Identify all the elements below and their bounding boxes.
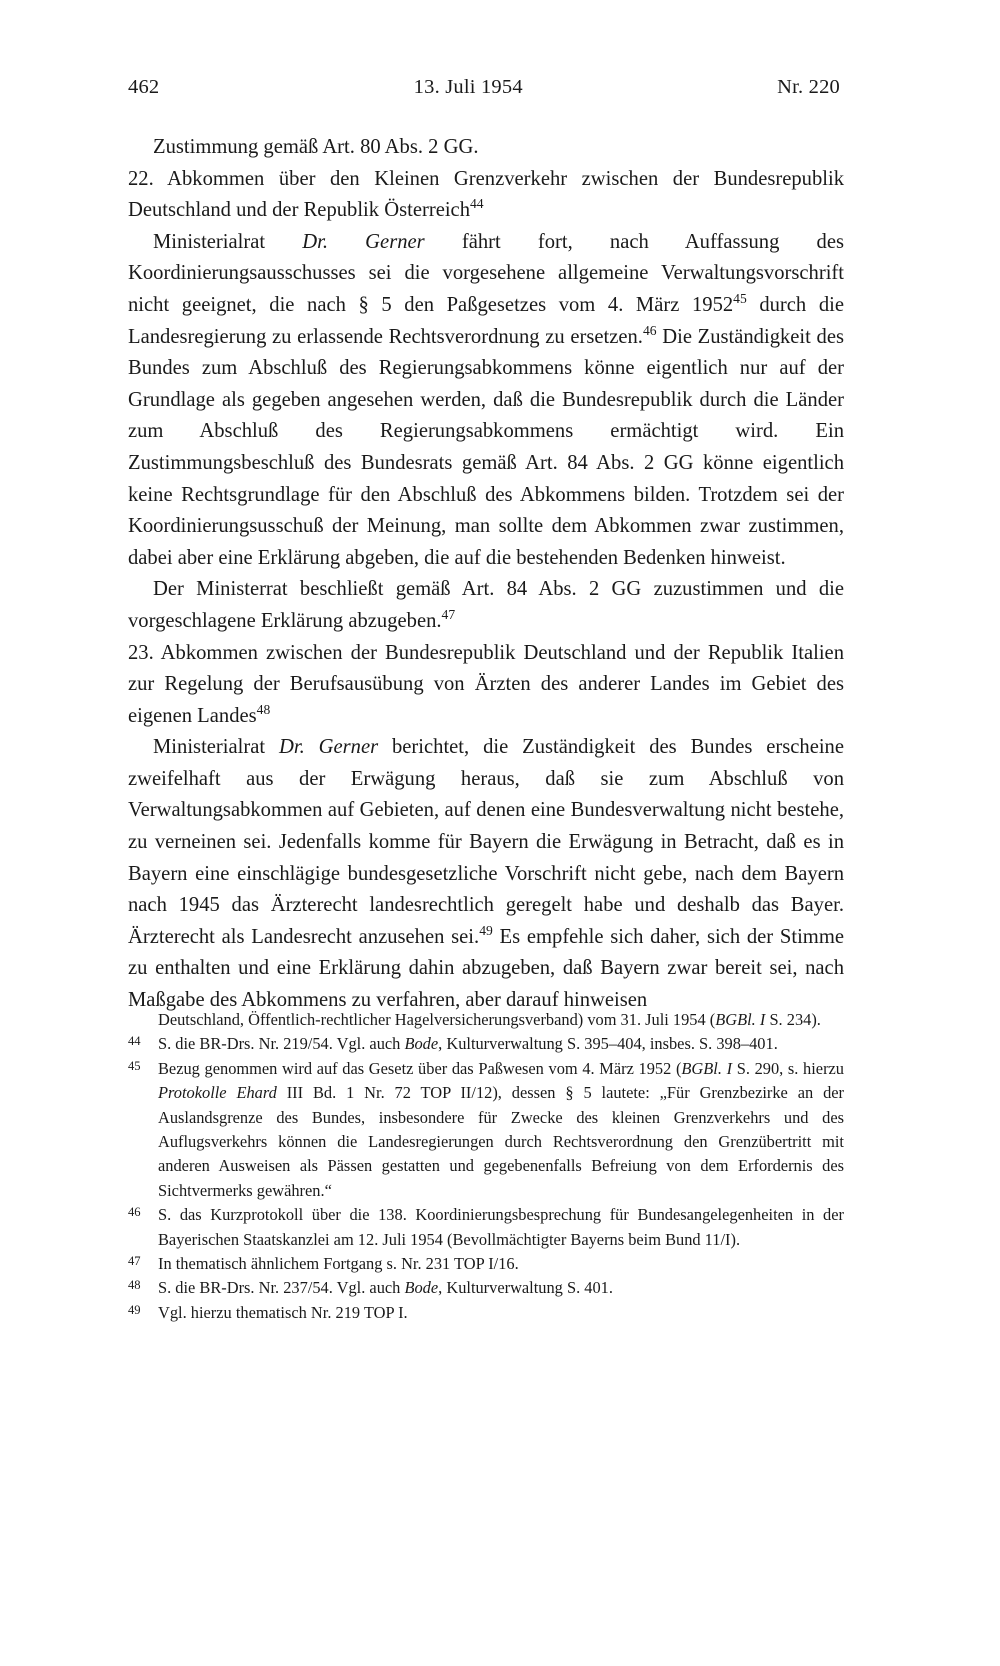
paragraph-2-text: 22. Abkommen über den Kleinen Grenzverkehr zwischen der Bundesrepublik Deutschland und der Republik Österreich (128, 167, 844, 222)
footnote-45-seg-3: Protokolle Ehard (158, 1083, 277, 1103)
footnote-48-seg-2: , Kulturverwaltung S. 401. (438, 1278, 613, 1298)
footnote-ref-48[interactable]: 48 (256, 701, 271, 717)
footnote-45-seg-0: Bezug genommen wird auf das Gesetz über das Paßwesen vom 4. März 1952 ( (158, 1058, 682, 1078)
footnote-48-marker: 48 (128, 1278, 141, 1293)
paragraph-6-lead: Ministerialrat (153, 736, 279, 759)
footnote-ref-47[interactable]: 47 (441, 607, 456, 623)
footnote-44-seg-2: , Kulturverwaltung S. 395–404, insbes. S. 398–401. (438, 1034, 778, 1054)
footnote-ref-49[interactable]: 49 (479, 922, 493, 938)
footnote-continuation-italic: BGBl. I (715, 1010, 766, 1029)
paragraph-4-text: Der Ministerrat beschließt gemäß Art. 84 Abs. 2 GG zuzustimmen und die vorgeschlagene Erklärung abzugeben. (128, 578, 844, 632)
body-text (128, 132, 844, 1017)
footnote-46 (128, 1203, 844, 1252)
paragraph-5-agenda-23 (128, 638, 844, 733)
footnote-45-seg-4: III Bd. 1 Nr. 72 TOP II/12), dessen § 5 lautete: „Für Grenzbezirke an der Auslandsgrenze des Bundes, insbesondere für Zwecke des kleinen Grenzverkehrs und des Auflugsverkehrs können die Landesregierungen durch Rechtsverordnung den Grenzübertritt mit anderen Ausweisen als Pässen gestatten und gegebenenfalls Befreiung von dem Erfordernis des Sichtvermerks gewähren.“ (158, 1083, 845, 1200)
paragraph-2-agenda-22 (128, 164, 844, 227)
footnote-area (128, 1008, 844, 1325)
footnote-48-seg-0: S. die BR-Drs. Nr. 237/54. Vgl. auch (158, 1278, 405, 1298)
paragraph-3 (128, 227, 844, 575)
footnote-44-seg-1: Bode (404, 1034, 439, 1054)
paragraph-4-decision (128, 574, 844, 637)
footnote-continuation-text-b: S. 234). (765, 1010, 821, 1029)
paragraph-3-text3: Die Zuständigkeit des Bundes zum Abschluß des Regierungsabkommens könne eigentlich nur auf der Grundlage als gegeben angesehen werden, daß die Bundesrepublik durch die Länder zum Abschluß des Regierungsabkommens ermächtigt wird. Ein Zustimmungsbeschluß des Bundesrats gemäß Art. 84 Abs. 2 GG könne eigentlich keine Rechtsgrundlage für den Abschluß des Abkommens bilden. Trotzdem sei der Koordinierungsusschuß der Meinung, man sollte dem Abkommen zwar zustimmen, dabei aber eine Erklärung abgeben, die auf die bestehenden Bedenken hinweist. (128, 325, 844, 569)
page-header (128, 76, 840, 99)
footnote-45-seg-1: BGBl. I (681, 1058, 733, 1078)
page-number: 462 (128, 76, 160, 98)
footnote-46-marker: 46 (128, 1205, 141, 1220)
paragraph-1-text: Zustimmung gemäß Art. 80 Abs. 2 GG. (153, 136, 479, 158)
footnote-ref-45[interactable]: 45 (733, 291, 747, 307)
footnote-48 (128, 1276, 844, 1300)
footnote-49 (128, 1301, 844, 1325)
footnote-44-seg-0: S. die BR-Drs. Nr. 219/54. Vgl. auch (158, 1034, 405, 1054)
footnote-49-marker: 49 (128, 1302, 141, 1317)
footnote-45-seg-2: S. 290, s. hierzu (732, 1058, 844, 1078)
footnote-47-seg-0: In thematisch ähnlichem Fortgang s. Nr. 231 TOP I/16. (158, 1254, 519, 1274)
header-document-number: Nr. 220 (777, 76, 840, 98)
speaker-name-gerner: Dr. Gerner (302, 230, 425, 253)
footnote-47-marker: 47 (128, 1254, 141, 1269)
footnote-45 (128, 1057, 845, 1203)
footnote-49-seg-0: Vgl. hierzu thematisch Nr. 219 TOP I. (158, 1302, 408, 1322)
footnote-ref-44[interactable]: 44 (470, 196, 484, 212)
footnote-continuation (158, 1008, 844, 1032)
header-date: 13. Juli 1954 (413, 76, 523, 98)
footnote-44 (128, 1032, 844, 1056)
paragraph-3-text2: durch die Landesregierung zu erlassende Rechtsverordnung zu ersetzen. (128, 293, 844, 348)
paragraph-6-text: berichtet, die Zuständigkeit des Bundes erscheine zweifelhaft aus der Erwägung heraus, daß sie zum Abschluß von Verwaltungsabkommen auf Gebieten, auf denen eine Bundesverwaltung nicht bestehe, zu verneinen sei. Jedenfalls komme für Bayern die Erwägung in Betracht, daß es in Bayern eine einschlägige bundesgesetzliche Vorschrift nicht gebe, nach dem Bayern nach 1945 das Ärzterecht landesrechtlich geregelt habe und deshalb das Bayer. Ärzterecht als Landesrecht anzusehen sei. (128, 736, 844, 948)
footnote-continuation-text-a: Deutschland, Öffentlich-rechtlicher Hagelversicherungsverband) vom 31. Juli 1954 ( (158, 1010, 716, 1029)
paragraph-6 (128, 732, 844, 1016)
footnote-46-seg-0: S. das Kurzprotokoll über die 138. Koordinierungsbesprechung für Bundesangelegenheiten in der Bayerischen Staatskanzlei am 12. Juli 1954 (Bevollmächtigter Bayerns beim Bund 11/I). (158, 1205, 844, 1249)
footnote-44-marker: 44 (128, 1034, 141, 1049)
speaker-name-gerner-2: Dr. Gerner (278, 736, 379, 759)
paragraph-3-text: fährt fort, nach Auffassung des Koordinierungsausschusses sei die vorgesehene allgemeine Verwaltungsvorschrift nicht geeignet, die nach § 5 den Paßgesetzes vom 4. März 1952 (128, 230, 845, 316)
footnote-48-seg-1: Bode (404, 1278, 439, 1298)
paragraph-6-text2: Es empfehle sich daher, sich der Stimme zu enthalten und eine Erklärung dahin abzugeben, daß Bayern zwar bereit sei, nach Maßgabe des Abkommens zu verfahren, aber darauf hinweisen (128, 925, 844, 1012)
footnote-ref-46[interactable]: 46 (642, 322, 657, 338)
paragraph-3-lead: Ministerialrat (153, 230, 303, 253)
footnote-47 (128, 1252, 844, 1276)
paragraph-1 (128, 132, 844, 164)
footnote-45-marker: 45 (128, 1058, 141, 1073)
paragraph-5-text: 23. Abkommen zwischen der Bundesrepublik Deutschland und der Republik Italien zur Regelung der Berufsausübung von Ärzten des anderer Landes im Gebiet des eigenen Landes (128, 641, 844, 727)
